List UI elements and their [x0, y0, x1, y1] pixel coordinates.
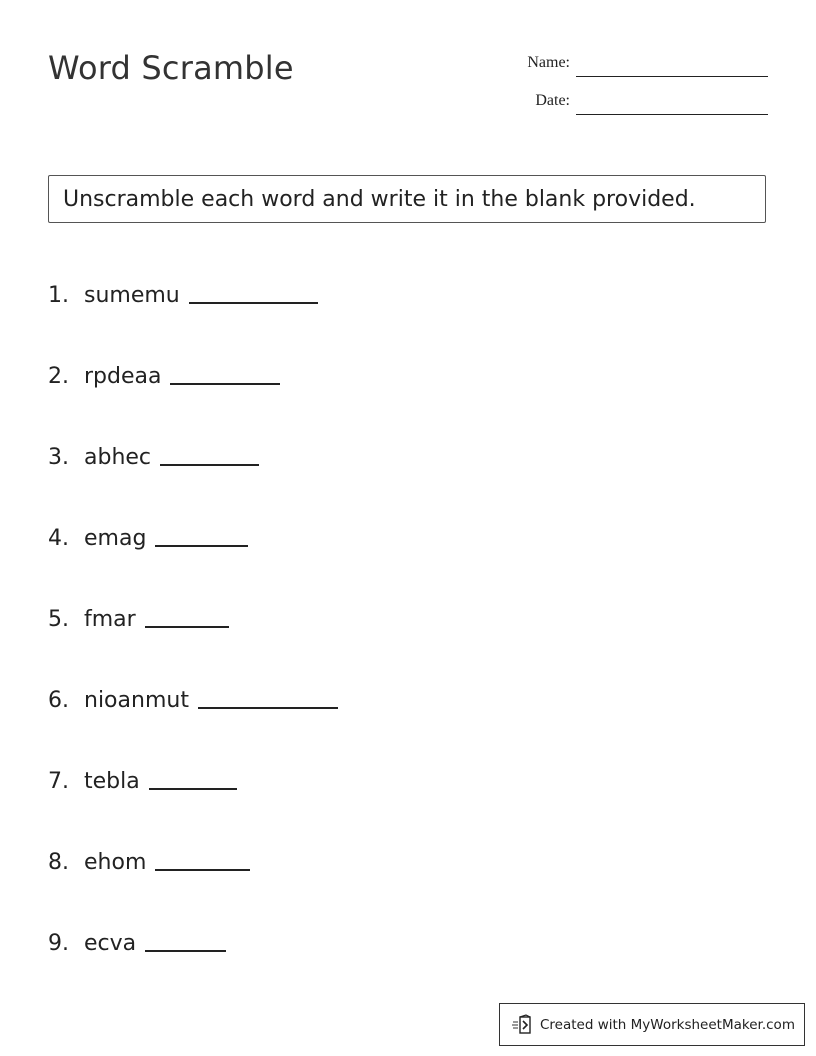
answer-blank[interactable]: [198, 706, 338, 709]
list-item: [48, 598, 229, 632]
item-number: 5.: [48, 607, 69, 632]
worksheet-maker-logo-icon: [512, 1014, 534, 1036]
scrambled-word: ehom: [84, 850, 147, 875]
answer-blank[interactable]: [145, 625, 229, 628]
name-blank-line[interactable]: [576, 76, 768, 77]
item-number: 8.: [48, 850, 69, 875]
answer-blank[interactable]: [155, 544, 248, 547]
item-number: 2.: [48, 364, 69, 389]
name-label: Name:: [527, 54, 570, 71]
item-number: 1.: [48, 283, 69, 308]
footer-badge[interactable]: [499, 1003, 805, 1046]
scrambled-word: fmar: [84, 607, 136, 632]
answer-blank[interactable]: [149, 787, 237, 790]
scrambled-word: rpdeaa: [84, 364, 162, 389]
date-field[interactable]: [500, 92, 768, 116]
item-number: 4.: [48, 526, 69, 551]
date-label: Date:: [535, 92, 570, 109]
date-blank-line[interactable]: [576, 114, 768, 115]
answer-blank[interactable]: [189, 301, 318, 304]
footer-text: Created with MyWorksheetMaker.com: [540, 1016, 795, 1033]
scrambled-word: ecva: [84, 931, 137, 956]
list-item: [48, 436, 259, 470]
scrambled-word: tebla: [84, 769, 140, 794]
scrambled-word: sumemu: [84, 283, 180, 308]
answer-blank[interactable]: [145, 949, 226, 952]
worksheet-title: Word Scramble: [48, 49, 294, 87]
item-number: 3.: [48, 445, 69, 470]
list-item: [48, 922, 226, 956]
answer-blank[interactable]: [160, 463, 259, 466]
list-item: [48, 679, 338, 713]
list-item: [48, 760, 237, 794]
instructions-box: Unscramble each word and write it in the blank provided.: [48, 175, 766, 223]
list-item: [48, 517, 248, 551]
scrambled-word: abhec: [84, 445, 152, 470]
item-number: 6.: [48, 688, 69, 713]
answer-blank[interactable]: [170, 382, 280, 385]
answer-blank[interactable]: [155, 868, 250, 871]
list-item: [48, 355, 280, 389]
list-item: [48, 274, 318, 308]
scrambled-word: emag: [84, 526, 147, 551]
scrambled-word: nioanmut: [84, 688, 189, 713]
item-number: 7.: [48, 769, 69, 794]
name-field[interactable]: [500, 54, 768, 78]
list-item: [48, 841, 250, 875]
item-number: 9.: [48, 931, 69, 956]
